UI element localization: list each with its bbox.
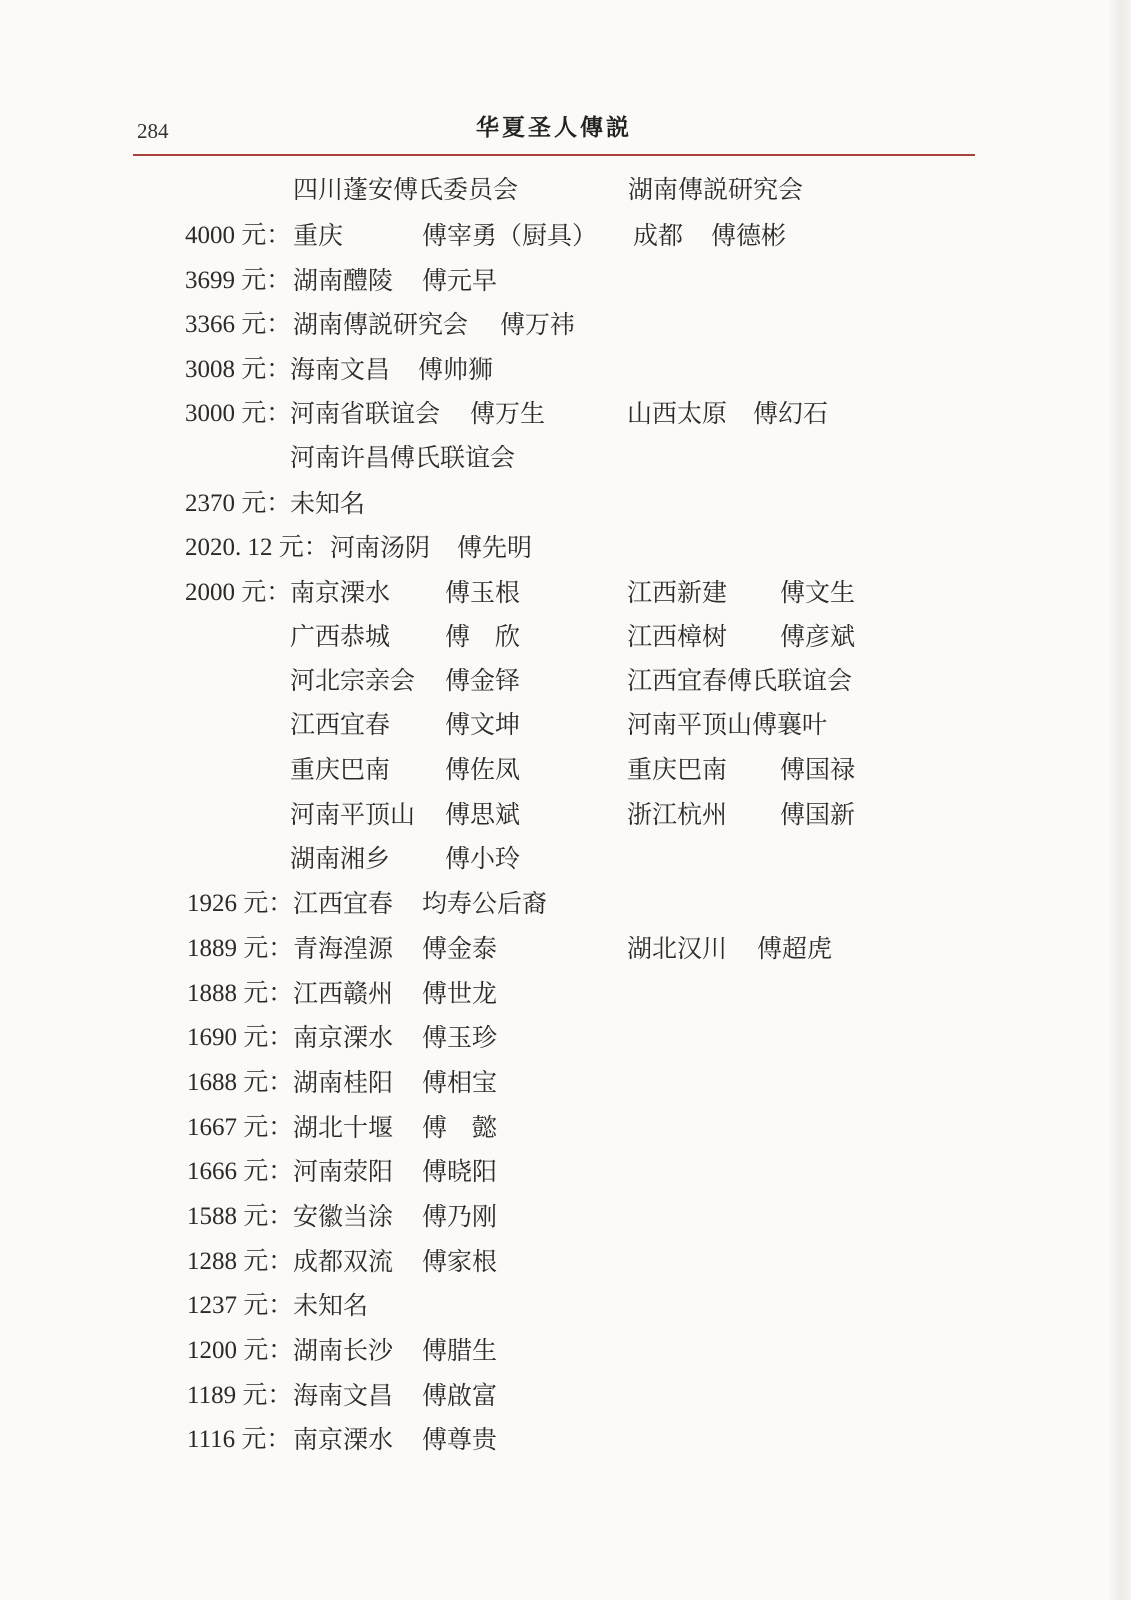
entry-row: [0, 1068, 1100, 1098]
donor-place: 南京溧水: [290, 578, 391, 607]
entry-row: [0, 175, 1100, 205]
donor-name: 未知名: [293, 1291, 369, 1320]
donation-amount: 1116 元：: [187, 1426, 292, 1453]
donor-name: 傅玉珍: [422, 1023, 498, 1052]
entry-row: [0, 1336, 1100, 1366]
donor-name: 傅文生: [780, 578, 856, 607]
donation-amount: 3699 元：: [185, 267, 292, 294]
donor-name: 傅幻石: [753, 399, 829, 428]
donor-organization: 湖南傳説研究会: [628, 175, 804, 204]
donor-name: 傅文坤: [445, 710, 521, 739]
donor-place: 成都: [633, 221, 684, 250]
donor-name: 河南平顶山傅襄叶: [627, 710, 828, 739]
entry-row: [0, 399, 1100, 429]
donation-amount: 3366 元：: [185, 311, 292, 338]
entry-row: [0, 800, 1100, 830]
running-title: 华夏圣人傳説: [476, 114, 632, 141]
entry-row: [0, 1157, 1100, 1187]
entry-row: [0, 1202, 1100, 1232]
donor-name: 傅晓阳: [422, 1157, 498, 1186]
donation-amount: 1666 元：: [187, 1158, 294, 1185]
donor-place: 重庆: [293, 221, 344, 250]
donor-place: 湖南湘乡: [290, 844, 391, 873]
book-gutter-shadow: [1108, 0, 1131, 1600]
donor-place: 成都双流: [293, 1247, 394, 1276]
donation-amount: 1889 元：: [187, 935, 294, 962]
donor-place: 湖南长沙: [293, 1336, 394, 1365]
donor-name: 傅宰勇（厨具）: [422, 221, 598, 250]
donation-amount: 3008 元：: [185, 356, 292, 383]
donor-name: 傅玉根: [445, 578, 521, 607]
donor-name: 傅国禄: [780, 755, 856, 784]
donor-name: 傅相宝: [422, 1068, 498, 1097]
entry-row: [0, 578, 1100, 608]
entry-row: [0, 710, 1100, 740]
donor-name: 傅世龙: [422, 979, 498, 1008]
entry-row: [0, 1113, 1100, 1143]
donor-name: 均寿公后裔: [422, 889, 548, 918]
donor-name: 傅帅狮: [418, 355, 494, 384]
donor-place: 青海湟源: [293, 934, 394, 963]
entry-row: [0, 979, 1100, 1009]
entry-row: [0, 1023, 1100, 1053]
donor-name: 傅啟富: [422, 1381, 498, 1410]
entry-row: [0, 1381, 1100, 1411]
donor-place: 江西宜春: [290, 710, 391, 739]
donor-place: 河南荥阳: [293, 1157, 394, 1186]
donor-place: 山西太原: [627, 399, 728, 428]
donor-place: 浙江杭州: [627, 800, 728, 829]
donor-name: 傅金铎: [445, 666, 521, 695]
donor-place: 南京溧水: [293, 1425, 394, 1454]
entry-row: [0, 755, 1100, 785]
donor-place: 湖南桂阳: [293, 1068, 394, 1097]
donation-amount: 1588 元：: [187, 1203, 294, 1230]
donor-place: 江西宜春: [293, 889, 394, 918]
donation-amount: 1667 元：: [187, 1114, 294, 1141]
entry-row: [0, 221, 1100, 251]
donation-amount: 1888 元：: [187, 980, 294, 1007]
donor-name: 傅元早: [422, 266, 498, 295]
entry-row: [0, 355, 1100, 385]
donation-amount: 2020. 12 元：: [185, 534, 329, 561]
entry-row: [0, 934, 1100, 964]
donor-name: 傅尊贵: [422, 1425, 498, 1454]
donor-name: 傅万祎: [500, 310, 576, 339]
donation-amount: 4000 元：: [185, 222, 292, 249]
donor-name: 傅彦斌: [780, 622, 856, 651]
entry-row: [0, 622, 1100, 652]
donation-amount: 1690 元：: [187, 1024, 294, 1051]
donation-amount: 2000 元：: [185, 579, 292, 606]
donor-name: 傅佐凤: [445, 755, 521, 784]
donor-place: 重庆巴南: [627, 755, 728, 784]
entry-row: [0, 533, 1100, 563]
donor-organization: 河北宗亲会: [290, 666, 416, 695]
entry-row: [0, 489, 1100, 519]
donor-place: 江西樟树: [627, 622, 728, 651]
donor-name: 傅德彬: [711, 221, 787, 250]
donor-organization: 河南许昌傅氏联谊会: [290, 443, 516, 472]
donor-name: 傅腊生: [422, 1336, 498, 1365]
donation-amount: 1688 元：: [187, 1069, 294, 1096]
donor-place: 海南文昌: [293, 1381, 394, 1410]
entry-row: [0, 266, 1100, 296]
entry-row: [0, 844, 1100, 874]
donor-place: 安徽当涂: [293, 1202, 394, 1231]
donor-place: 重庆巴南: [290, 755, 391, 784]
donation-amount: 1288 元：: [187, 1248, 294, 1275]
donation-amount: 1200 元：: [187, 1337, 294, 1364]
entry-row: [0, 889, 1100, 919]
donor-place: 河南平顶山: [290, 800, 416, 829]
donor-name: 傅金泰: [422, 934, 498, 963]
donor-place: 湖南醴陵: [293, 266, 394, 295]
donor-place: 江西新建: [627, 578, 728, 607]
donation-amount: 1237 元：: [187, 1292, 294, 1319]
donor-place: 湖北十堰: [293, 1113, 394, 1142]
entry-row: [0, 1425, 1100, 1455]
entry-row: [0, 1291, 1100, 1321]
donor-name: 傅思斌: [445, 800, 521, 829]
donor-name: 傅国新: [780, 800, 856, 829]
donor-place: 河南汤阴: [330, 533, 431, 562]
donor-place: 南京溧水: [293, 1023, 394, 1052]
donor-name: 傅家根: [422, 1247, 498, 1276]
donation-amount: 1189 元：: [187, 1382, 293, 1409]
entry-row: [0, 1247, 1100, 1277]
donor-name: 傅乃刚: [422, 1202, 498, 1231]
entry-row: [0, 666, 1100, 696]
donor-organization: 河南省联谊会: [290, 399, 441, 428]
donor-name: 傅万生: [470, 399, 546, 428]
donor-place: 海南文昌: [290, 355, 391, 384]
donor-place: 江西赣州: [293, 979, 394, 1008]
entry-row: [0, 443, 1100, 473]
donor-name: 傅超虎: [757, 934, 833, 963]
donor-name: 傅小玲: [445, 844, 521, 873]
page-number: 284: [137, 119, 169, 143]
header-rule: [133, 154, 975, 156]
donor-place: 湖北汉川: [627, 934, 728, 963]
donation-amount: 2370 元：: [185, 490, 292, 517]
donor-name: 傅先明: [457, 533, 533, 562]
donation-amount: 1926 元：: [187, 890, 294, 917]
donor-name: 傅 欣: [445, 622, 521, 651]
donor-organization: 四川蓬安傅氏委员会: [293, 175, 519, 204]
donor-organization: 江西宜春傅氏联谊会: [627, 666, 853, 695]
donor-organization: 湖南傳説研究会: [293, 310, 469, 339]
donor-name: 未知名: [290, 489, 366, 518]
entry-row: [0, 310, 1100, 340]
donor-place: 广西恭城: [290, 622, 391, 651]
donation-amount: 3000 元：: [185, 400, 292, 427]
donor-name: 傅 懿: [422, 1113, 498, 1142]
